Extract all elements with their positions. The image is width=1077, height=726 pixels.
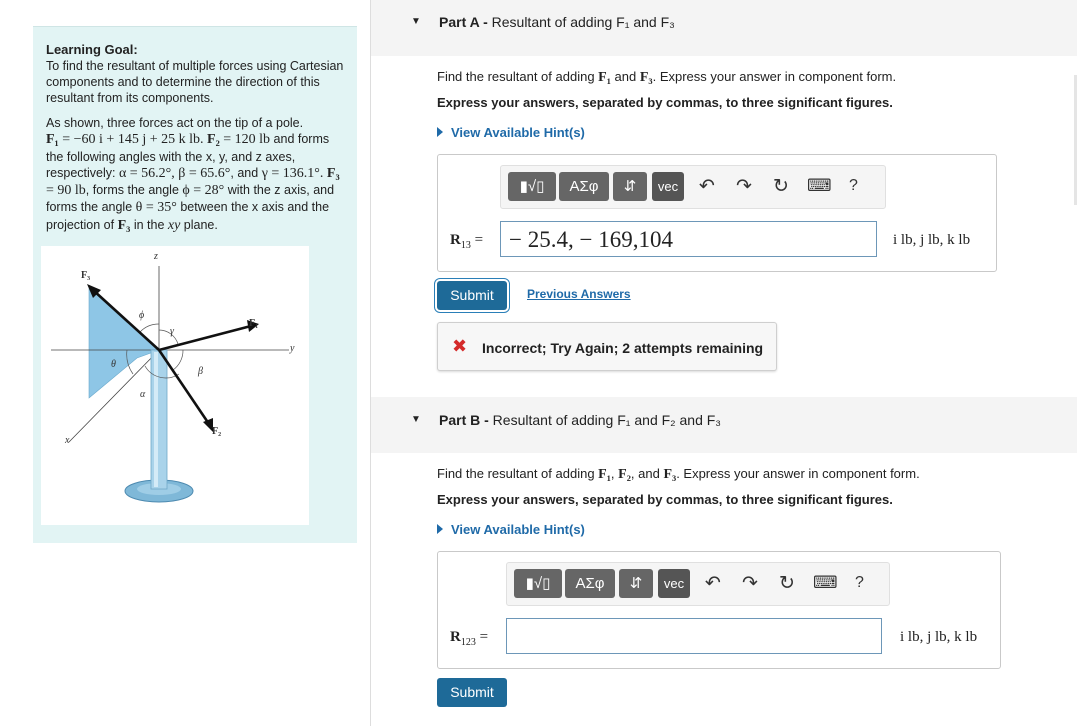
part-b-comma: , (610, 466, 619, 481)
desc-in-the: in the (130, 217, 168, 232)
vec-button[interactable]: vec (658, 569, 690, 598)
arrows-button[interactable]: ⇵ (613, 172, 647, 201)
undo-icon[interactable]: ↶ (699, 176, 715, 197)
theta-figure-label: θ (111, 359, 116, 370)
angle-arc-gamma (159, 330, 178, 344)
template-button[interactable]: ▮√▯ (514, 569, 562, 598)
part-b-f3: F₃ (663, 467, 677, 482)
part-b-r-subscript: 123 (460, 637, 476, 648)
desc-plane: plane. (180, 217, 218, 232)
part-b-units: i lb, j lb, k lb (900, 629, 978, 645)
part-b-question (437, 466, 920, 483)
f3-label: F₃ (326, 165, 340, 181)
vec-button[interactable]: vec (652, 172, 684, 201)
part-b-answer-input[interactable] (506, 618, 882, 654)
pole-highlight (154, 352, 158, 487)
hint-arrow-icon (437, 127, 443, 137)
part-b-title-text: Resultant of adding F₁ and F₂ and F₃ (488, 412, 722, 428)
part-b-label: Part B - (439, 412, 489, 428)
f3-figure-label: F₃ (81, 270, 91, 281)
redo-icon[interactable]: ↷ (736, 176, 752, 197)
desc-with-z: with the z axis, and forms the angle (46, 183, 335, 215)
phi-figure-label: ϕ (139, 310, 145, 321)
part-a-answer-input[interactable]: − 25.4, − 169,104 (500, 221, 877, 257)
part-a-r-symbol: R (450, 232, 461, 248)
part-a-r-subscript: 13 (460, 240, 471, 251)
part-a-feedback-text: Incorrect; Try Again; 2 attempts remaining (482, 340, 764, 356)
reset-icon[interactable]: ↻ (779, 573, 795, 594)
reset-icon[interactable]: ↻ (773, 176, 789, 197)
part-a-hint-text: View Available Hint(s) (451, 125, 585, 140)
part-a-f3: F₃ (639, 70, 653, 85)
learning-goal-panel (33, 26, 357, 543)
part-a-f1: F₁ (598, 70, 611, 85)
part-b-hint-link[interactable] (437, 522, 585, 537)
learning-goal-title: Learning Goal: (46, 42, 138, 57)
part-b-submit-button[interactable]: Submit (437, 678, 507, 707)
f1-figure-label: F₁ (249, 318, 259, 329)
template-button[interactable]: ▮√▯ (508, 172, 556, 201)
f2-label: F₂ (207, 132, 220, 148)
part-b-question-suffix: . Express your answer in component form. (676, 466, 920, 481)
part-a-title-text: Resultant of adding F₁ and F₃ (487, 14, 675, 30)
part-a-answer-label (450, 232, 483, 251)
part-b-equals: = (475, 629, 489, 645)
x-axis-label: x (65, 435, 70, 446)
figure-svg (41, 246, 309, 525)
angle-arc-phi (140, 324, 159, 332)
theta-value: θ = 35° (135, 200, 177, 216)
part-b-title (439, 412, 721, 428)
alpha-beta-value: α = 56.2°, β = 65.6° (118, 165, 231, 181)
xy-plane-symbol: xy (167, 217, 181, 233)
part-b-answer-label (450, 629, 488, 648)
part-a-question-suffix: . Express your answer in component form. (652, 69, 897, 84)
desc-between: between the x axis and the projection of (46, 200, 330, 232)
part-a-header[interactable] (371, 0, 1077, 56)
hint-arrow-icon (437, 524, 443, 534)
f1-label: F₁ (46, 132, 59, 148)
y-axis-label: y (290, 343, 295, 354)
part-a-question (437, 69, 896, 86)
undo-icon[interactable]: ↶ (705, 573, 721, 594)
part-a-feedback (437, 322, 777, 371)
greek-symbols-button[interactable]: ΑΣφ (559, 172, 609, 201)
f2-value: = 120 lb (219, 132, 271, 148)
angle-arc-beta (173, 350, 183, 370)
part-b-hint-text: View Available Hint(s) (451, 522, 585, 537)
part-a-question-prefix: Find the resultant of adding (437, 69, 599, 84)
part-b-r-symbol: R (450, 629, 461, 645)
f2-figure-label: F₂ (212, 426, 222, 437)
pole-force-figure (41, 246, 309, 525)
greek-symbols-button[interactable]: ΑΣφ (565, 569, 615, 598)
panel-divider (370, 0, 371, 726)
part-a-and: and (610, 69, 640, 84)
arrows-button[interactable]: ⇵ (619, 569, 653, 598)
desc-and: , and (230, 165, 259, 180)
keyboard-icon[interactable]: ⌨ (807, 176, 832, 195)
part-b-f1: F₁ (598, 467, 611, 482)
part-a-submit-button[interactable]: Submit (437, 281, 507, 310)
part-a-units: i lb, j lb, k lb (893, 232, 971, 248)
desc-forms-angle: , forms the angle (85, 183, 179, 198)
help-icon[interactable]: ? (849, 177, 858, 194)
phi-value: ϕ = 28° (182, 183, 225, 199)
gamma-value: γ = 136.1°. (261, 165, 327, 181)
part-a-answer-box (437, 154, 997, 272)
collapse-triangle-icon[interactable]: ▼ (411, 414, 421, 425)
part-a-instruction: Express your answers, separated by commas, to three significant figures. (437, 95, 893, 110)
z-axis-label: z (154, 251, 158, 262)
part-b-question-prefix: Find the resultant of adding (437, 466, 599, 481)
gamma-figure-label: γ (170, 326, 174, 337)
desc-angles-text: and forms the following angles with the x, y, and z axes, respectively: (46, 132, 330, 180)
keyboard-icon[interactable]: ⌨ (813, 573, 838, 592)
beta-figure-label: β (198, 366, 203, 377)
alpha-figure-label: α (140, 389, 146, 400)
learning-goal-text: To find the resultant of multiple forces using Cartesian components and to determine the direction of this resultant from its components. (46, 59, 344, 105)
part-a-label: Part A - (439, 14, 488, 30)
help-icon[interactable]: ? (855, 574, 864, 591)
part-b-answer-box (437, 551, 1001, 669)
desc-intro: As shown, three forces act on the tip of a pole. (46, 116, 304, 130)
collapse-triangle-icon[interactable]: ▼ (411, 16, 421, 27)
pole (151, 350, 167, 489)
problem-description (46, 115, 346, 234)
redo-icon[interactable]: ↷ (742, 573, 758, 594)
f1-value: = −60 i + 145 j + 25 k lb. (58, 132, 208, 148)
part-b-f2: F₂ (618, 467, 631, 482)
f3-value: = 90 lb (46, 183, 86, 199)
part-a-math-toolbar (500, 165, 886, 209)
part-a-equals: = (470, 232, 484, 248)
part-b-and: , and (630, 466, 664, 481)
incorrect-x-icon: ✖ (452, 336, 468, 356)
part-b-header[interactable] (371, 397, 1077, 453)
previous-answers-link[interactable]: Previous Answers (527, 287, 631, 301)
part-b-math-toolbar (506, 562, 890, 606)
part-b-instruction: Express your answers, separated by commas, to three significant figures. (437, 492, 893, 507)
f3-label-2: F₃ (117, 217, 131, 233)
part-a-title (439, 14, 675, 30)
part-a-hint-link[interactable] (437, 125, 585, 140)
